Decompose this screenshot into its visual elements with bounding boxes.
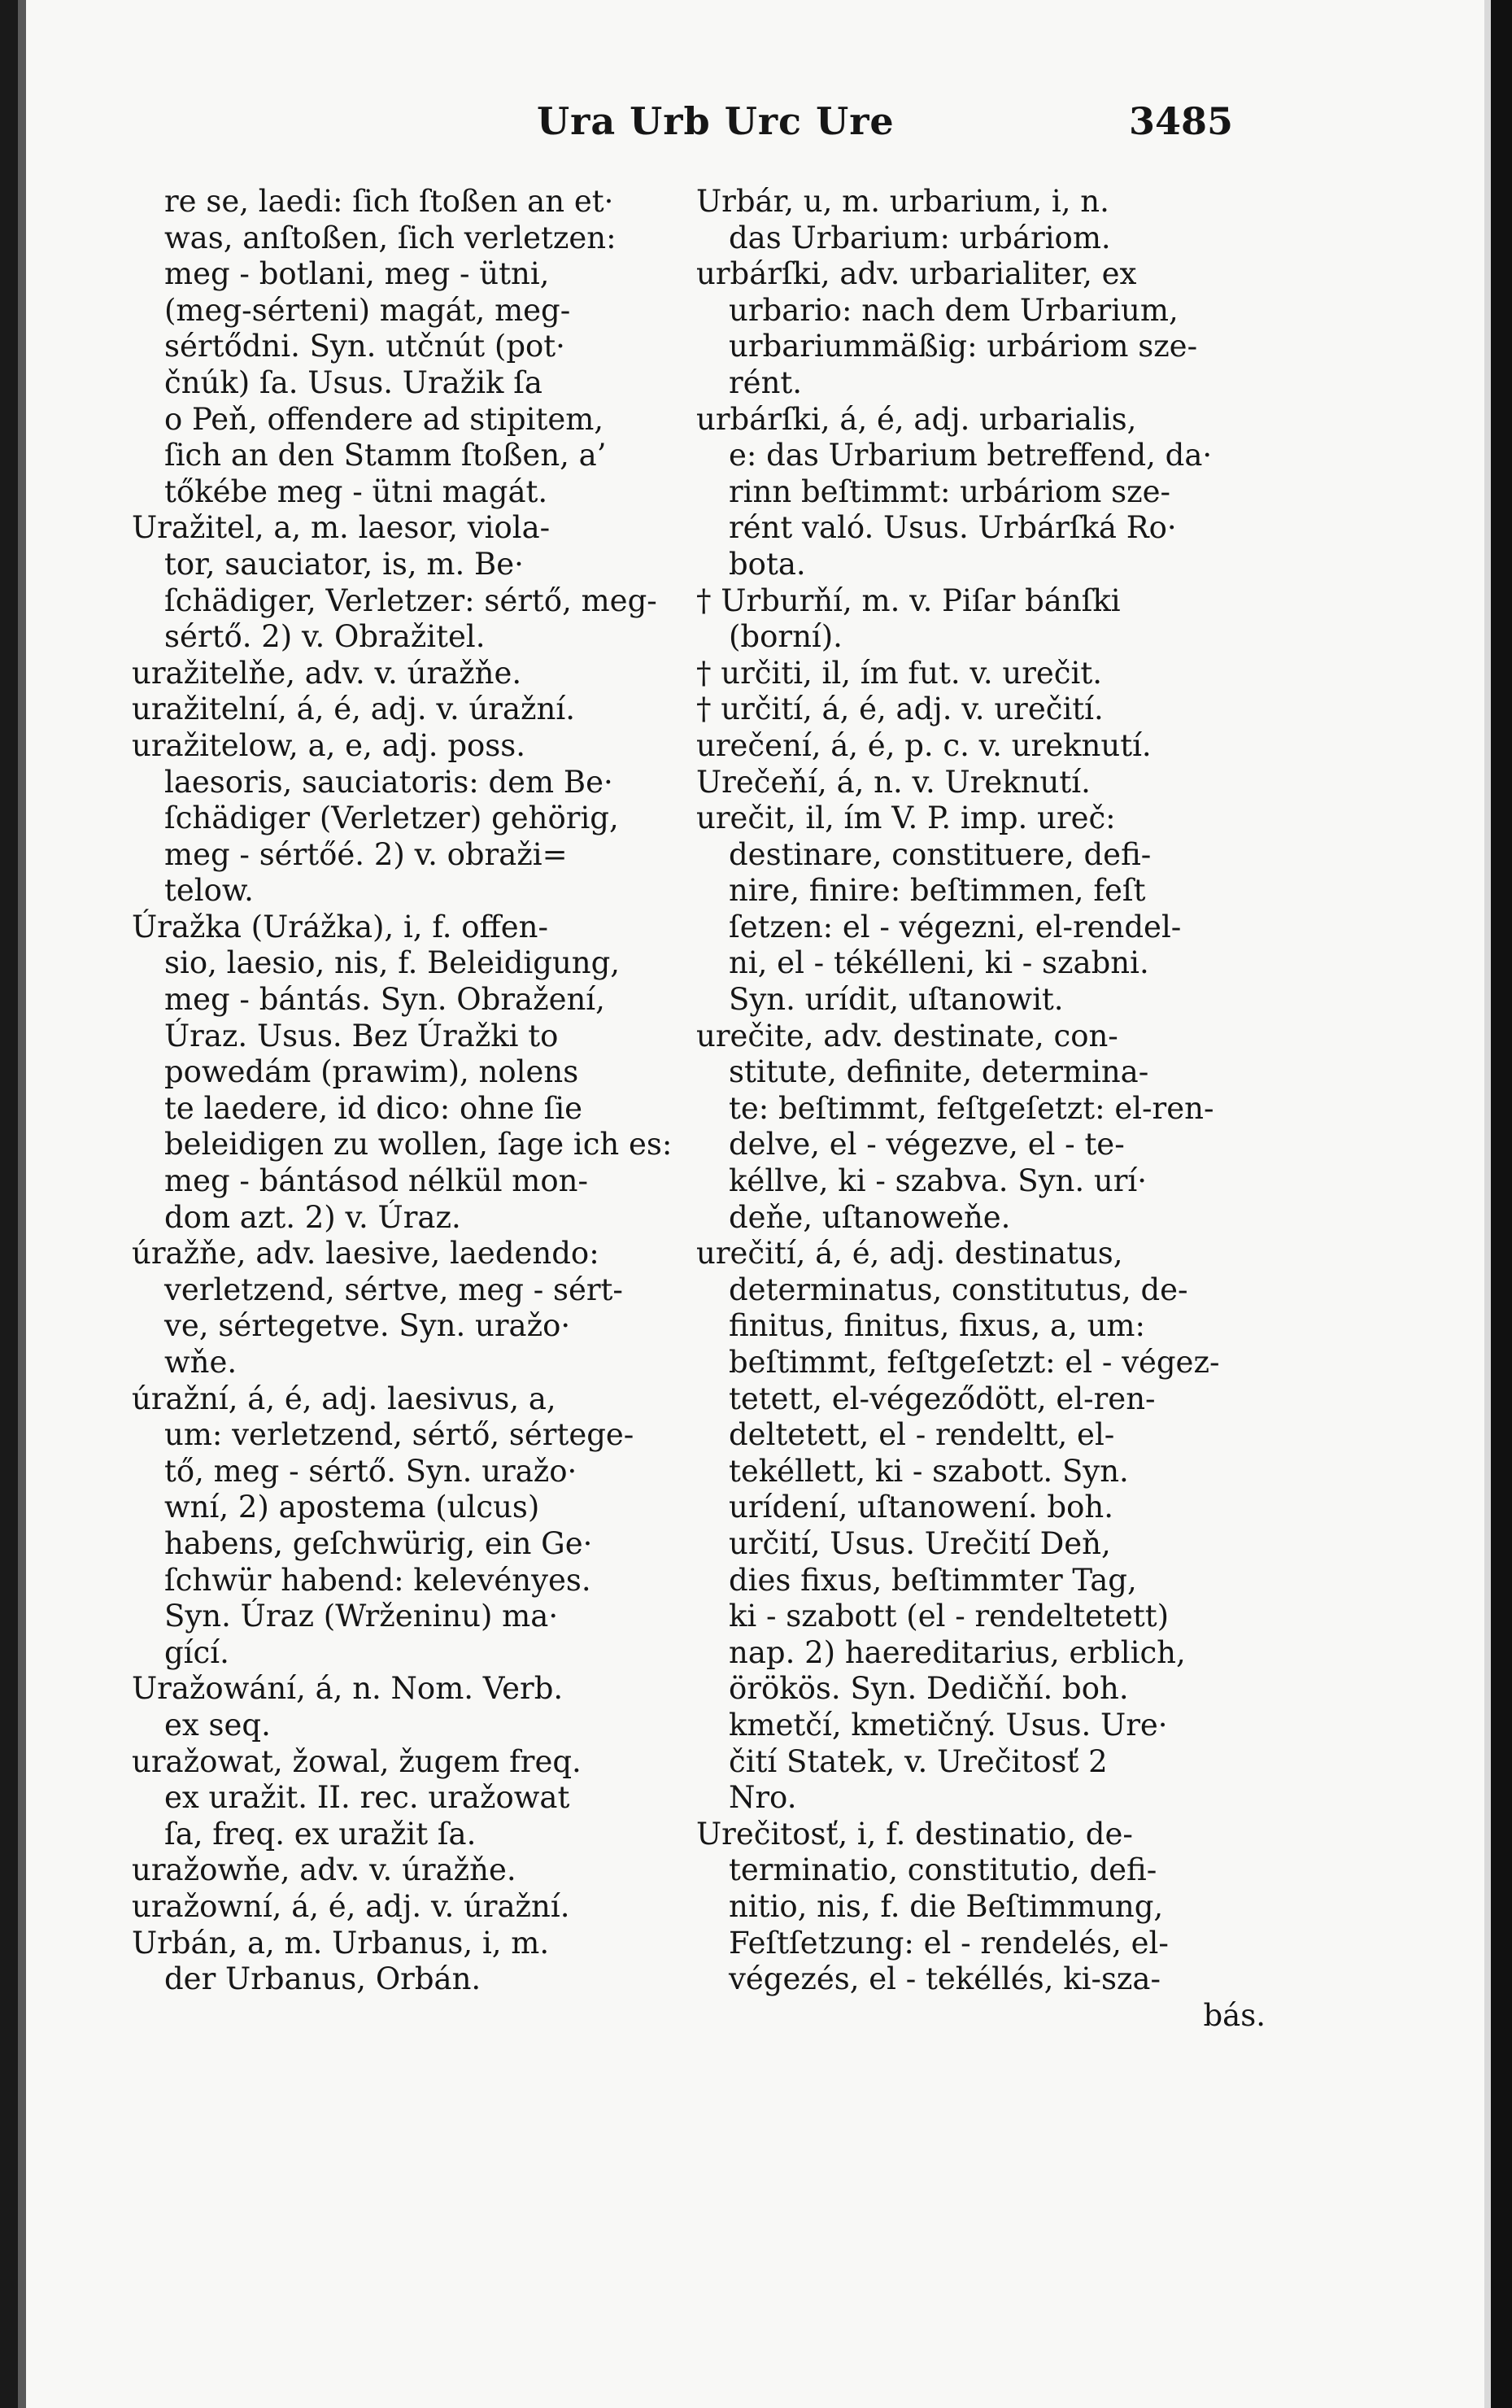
text-line: te: beſtimmt, feſtgeſetzt: el-ren- <box>729 1090 1214 1126</box>
text-line: dom azt. 2) v. Úraz. <box>164 1199 461 1235</box>
text-line: e: das Urbarium betreffend, da· <box>729 438 1213 473</box>
text-line: der Urbanus, Orbán. <box>164 1961 481 1997</box>
text-line: re se, laedi: ſich ſtoßen an et· <box>164 184 614 219</box>
text-line: ſich an den Stamm ſtoßen, a’ <box>164 438 607 473</box>
text-line: ſchädiger (Verletzer) gehörig, <box>164 800 619 836</box>
text-line: telow. <box>164 873 254 909</box>
text-line: Nro. <box>729 1780 797 1816</box>
text-line: Urbán, a, m. Urbanus, i, m. <box>132 1925 550 1961</box>
text-line: végezés, el - tekéllés, ki-sza- <box>729 1961 1161 1997</box>
text-line: meg - bántásod nélkül mon- <box>164 1163 588 1199</box>
text-line: (borní). <box>729 619 843 655</box>
text-line: wní, 2) apostema (ulcus) <box>164 1490 540 1525</box>
text-line: das Urbarium: urbáriom. <box>729 220 1111 255</box>
text-line: úražňe, adv. laesive, laedendo: <box>132 1236 599 1272</box>
page-number: 3485 <box>1129 99 1234 143</box>
text-line: powedám (prawim), nolens <box>164 1054 579 1090</box>
text-line: deňe, uſtanoweňe. <box>729 1199 1011 1235</box>
text-line: meg - sértőé. 2) v. obraži= <box>164 836 568 872</box>
text-line: sértődni. Syn. utčnút (pot· <box>164 329 565 364</box>
scan-border-right <box>1491 0 1512 2408</box>
text-line: sio, laesio, nis, f. Beleidigung, <box>164 945 621 981</box>
text-line: urbario: nach dem Urbarium, <box>729 292 1179 328</box>
text-line: kmetčí, kmetičný. Usus. Ure· <box>729 1707 1168 1743</box>
text-line: finitus, finitus, fixus, a, um: <box>729 1308 1145 1344</box>
text-line: laesoris, sauciatoris: dem Be· <box>164 764 613 800</box>
text-line: ni, el - tékélleni, ki - szabni. <box>729 945 1149 981</box>
text-line: o Peň, offendere ad stipitem, <box>164 401 604 437</box>
text-line: Úraz. Usus. Bez Úražki to <box>164 1018 559 1054</box>
text-line: Uražitel, a, m. laesor, viola- <box>132 510 551 546</box>
text-line: Syn. urídit, uſtanowit. <box>729 982 1064 1018</box>
text-line: dies fixus, beſtimmter Tag, <box>729 1562 1137 1598</box>
text-line: urečit, il, ím V. P. imp. ureč: <box>696 800 1116 836</box>
text-line: rinn beſtimmt: urbáriom sze- <box>729 473 1170 509</box>
text-line: kéllve, ki - szabva. Syn. urí· <box>729 1163 1148 1199</box>
text-line: úražní, á, é, adj. laesivus, a, <box>132 1381 556 1416</box>
text-line: ſetzen: el - végezni, el-rendel- <box>729 909 1182 944</box>
text-line: urbárſki, á, é, adj. urbarialis, <box>696 401 1137 437</box>
text-line: nire, finire: beſtimmen, feſt <box>729 873 1146 909</box>
text-line: urečení, á, é, p. c. v. ureknutí. <box>696 727 1152 763</box>
text-line: ex seq. <box>164 1707 271 1743</box>
text-line: te laedere, id dico: ohne ſie <box>164 1090 583 1126</box>
text-line: deltetett, el - rendeltt, el- <box>729 1417 1115 1453</box>
right-column <box>696 184 1298 2034</box>
text-line: wňe. <box>164 1345 237 1380</box>
text-line: uražitelní, á, é, adj. v. úražní. <box>132 691 575 727</box>
text-line: destinare, constituere, defi- <box>729 836 1152 872</box>
text-line: † Urburňí, m. v. Piſar bánſki <box>696 582 1121 618</box>
text-line: Syn. Úraz (Wrženinu) ma· <box>164 1599 559 1634</box>
text-line: tor, sauciator, is, m. Be· <box>164 546 524 582</box>
text-line: Úražka (Urážka), i, f. offen- <box>132 909 549 944</box>
text-line: ve, sértegetve. Syn. uražo· <box>164 1308 571 1344</box>
text-line: Urbár, u, m. urbarium, i, n. <box>696 184 1109 219</box>
text-line: Urečeňí, á, n. v. Ureknutí. <box>696 764 1091 800</box>
text-line: rént való. Usus. Urbárſká Ro· <box>729 510 1177 546</box>
running-head: Ura Urb Urc Ure <box>537 99 895 143</box>
text-line: bás. <box>1203 1997 1266 2033</box>
text-line: meg - botlani, meg - ütni, <box>164 256 550 292</box>
text-line: ex uražit. II. rec. uražowat <box>164 1780 570 1816</box>
text-line: uražowňe, adv. v. úražňe. <box>132 1852 516 1888</box>
text-line: ſchwür habend: kelevényes. <box>164 1562 591 1598</box>
text-line: (meg-sérteni) magát, meg- <box>164 292 571 328</box>
text-line: tetett, el-végeződött, el-ren- <box>729 1381 1156 1416</box>
text-line: † určití, á, é, adj. v. urečití. <box>696 691 1104 727</box>
scan-shadow-left <box>18 0 26 2408</box>
text-line: Uražowání, á, n. Nom. Verb. <box>132 1671 564 1707</box>
left-column <box>132 184 701 1998</box>
scan-border-left <box>0 0 18 2408</box>
text-line: Feſtſetzung: el - rendelés, el- <box>729 1925 1169 1961</box>
text-line: Urečitosť, i, f. destinatio, de- <box>696 1816 1133 1852</box>
text-line: čnúk) ſa. Usus. Uražik ſa <box>164 364 542 400</box>
text-line: terminatio, constitutio, defi- <box>729 1852 1157 1888</box>
text-line: ſa, freq. ex uražit ſa. <box>164 1816 477 1852</box>
text-line: stitute, definite, determina- <box>729 1054 1149 1090</box>
text-line: urbariummäßig: urbáriom sze- <box>729 329 1198 364</box>
text-line: um: verletzend, sértő, sértege- <box>164 1417 634 1453</box>
text-line: beleidigen zu wollen, ſage ich es: <box>164 1127 673 1163</box>
text-line: uražowní, á, é, adj. v. úražní. <box>132 1888 570 1924</box>
text-line: delve, el - végezve, el - te- <box>729 1127 1125 1163</box>
text-line: ſchädiger, Verletzer: sértő, meg- <box>164 582 657 618</box>
text-line: nap. 2) haereditarius, erblich, <box>729 1634 1186 1670</box>
text-line: urečite, adv. destinate, con- <box>696 1018 1118 1054</box>
text-line: örökös. Syn. Dedičňí. boh. <box>729 1671 1129 1707</box>
text-line: urbárſki, adv. urbarialiter, ex <box>696 256 1137 292</box>
text-line: uražowat, žowal, žugem freq. <box>132 1743 582 1779</box>
text-line: tekéllett, ki - szabott. Syn. <box>729 1453 1129 1489</box>
text-line: čití Statek, v. Urečitosť 2 <box>729 1743 1108 1779</box>
text-line: sértő. 2) v. Obražitel. <box>164 619 486 655</box>
text-line: rént. <box>729 364 803 400</box>
text-line: uražitelňe, adv. v. úražňe. <box>132 655 522 691</box>
text-line: meg - bántás. Syn. Obražení, <box>164 982 605 1018</box>
text-line: † určiti, il, ím fut. v. urečit. <box>696 655 1102 691</box>
text-line: was, anſtoßen, ſich verletzen: <box>164 220 617 255</box>
scan-shadow-right <box>1484 0 1491 2408</box>
text-line: tőkébe meg - ütni magát. <box>164 473 548 509</box>
text-line: tő, meg - sértő. Syn. uražo· <box>164 1453 577 1489</box>
text-line: habens, geſchwürig, ein Ge· <box>164 1525 593 1561</box>
text-line: urečití, á, é, adj. destinatus, <box>696 1236 1123 1272</box>
text-line: beſtimmt, feſtgeſetzt: el - végez- <box>729 1345 1220 1380</box>
text-line: urídení, uſtanowení. boh. <box>729 1490 1113 1525</box>
text-line: uražitelow, a, e, adj. poss. <box>132 727 526 763</box>
text-line: určití, Usus. Urečití Deň, <box>729 1525 1111 1561</box>
text-line: nitio, nis, f. die Beſtimmung, <box>729 1888 1164 1924</box>
text-line: gící. <box>164 1634 229 1670</box>
text-line: ki - szabott (el - rendeltetett) <box>729 1599 1169 1634</box>
text-line: determinatus, constitutus, de- <box>729 1272 1188 1307</box>
text-line: bota. <box>729 546 806 582</box>
text-line: verletzend, sértve, meg - sért- <box>164 1272 623 1307</box>
